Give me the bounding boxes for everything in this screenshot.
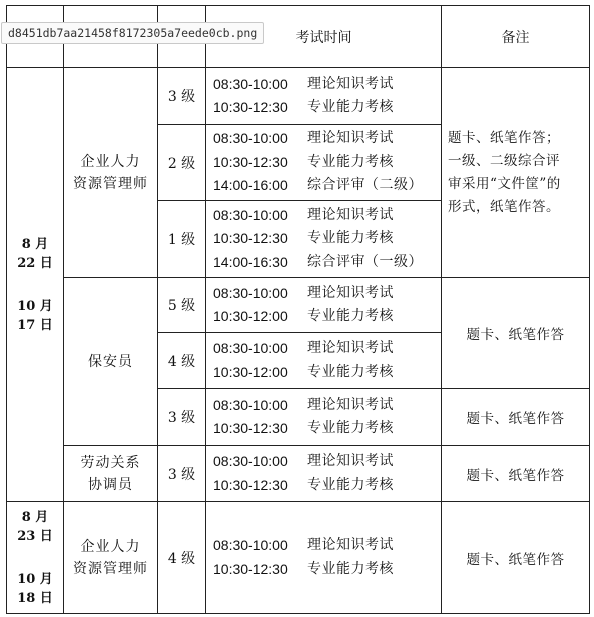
table-row <box>7 278 590 333</box>
table-row <box>7 68 590 125</box>
level-cell: 3 级 <box>158 68 206 125</box>
exam-schedule-table <box>6 5 590 614</box>
table-row <box>7 502 590 614</box>
image-filename-label: d8451db7aa21458f8172305a7eede0cb.png <box>1 22 264 44</box>
header-exam-time: 考试时间 <box>206 6 442 68</box>
remark-security-54: 题卡、纸笔作答 <box>442 278 590 389</box>
date-cell-second <box>7 502 64 614</box>
occupation-hr-2: 企业人力 资源管理师 <box>64 502 158 614</box>
occupation-security: 保安员 <box>64 278 158 446</box>
date-month-1: 8 月 <box>21 236 49 252</box>
time-cell: 08:30-10:00 理论知识考试 10:30-12:30 专业能力考核 <box>206 68 442 125</box>
occupation-hr: 企业人力 资源管理师 <box>64 68 158 278</box>
time-cell: 08:30-10:00 理论知识考试 10:30-12:30 专业能力考核 <box>206 389 442 446</box>
level-cell: 1 级 <box>158 201 206 278</box>
date-day-2: 17 日 <box>17 317 53 333</box>
level-cell: 3 级 <box>158 446 206 502</box>
level-cell: 2 级 <box>158 125 206 201</box>
date-month-2: 10 月 <box>17 298 53 314</box>
remark-hr-4: 题卡、纸笔作答 <box>442 502 590 614</box>
date-cell-first <box>7 68 64 502</box>
remark-labor: 题卡、纸笔作答 <box>442 446 590 502</box>
date-day-1: 22 日 <box>17 255 53 271</box>
time-cell: 08:30-10:00 理论知识考试 10:30-12:30 专业能力考核 14:00-16:00 综合评审（二级） <box>206 125 442 201</box>
time-cell: 08:30-10:00 理论知识考试 10:30-12:30 专业能力考核 <box>206 446 442 502</box>
date-month-2: 10 月 <box>17 571 53 587</box>
time-cell: 08:30-10:00 理论知识考试 10:30-12:00 专业能力考核 <box>206 278 442 333</box>
level-cell: 4 级 <box>158 502 206 614</box>
date-day-1: 23 日 <box>17 528 53 544</box>
time-cell: 08:30-10:00 理论知识考试 10:30-12:00 专业能力考核 <box>206 333 442 389</box>
remark-security-3: 题卡、纸笔作答 <box>442 389 590 446</box>
header-remarks: 备注 <box>442 6 590 68</box>
time-cell: 08:30-10:00 理论知识考试 10:30-12:30 专业能力考核 14:00-16:30 综合评审（一级） <box>206 201 442 278</box>
remark-hr: 题卡、纸笔作答； 一级、二级综合评 审采用“文件筐”的 形式，纸笔作答。 <box>442 68 590 278</box>
occupation-labor: 劳动关系 协调员 <box>64 446 158 502</box>
date-day-2: 18 日 <box>17 590 53 606</box>
level-cell: 4 级 <box>158 333 206 389</box>
table-row <box>7 446 590 502</box>
level-cell: 5 级 <box>158 278 206 333</box>
date-month-1: 8 月 <box>21 509 49 525</box>
level-cell: 3 级 <box>158 389 206 446</box>
time-cell: 08:30-10:00 理论知识考试 10:30-12:30 专业能力考核 <box>206 502 442 614</box>
